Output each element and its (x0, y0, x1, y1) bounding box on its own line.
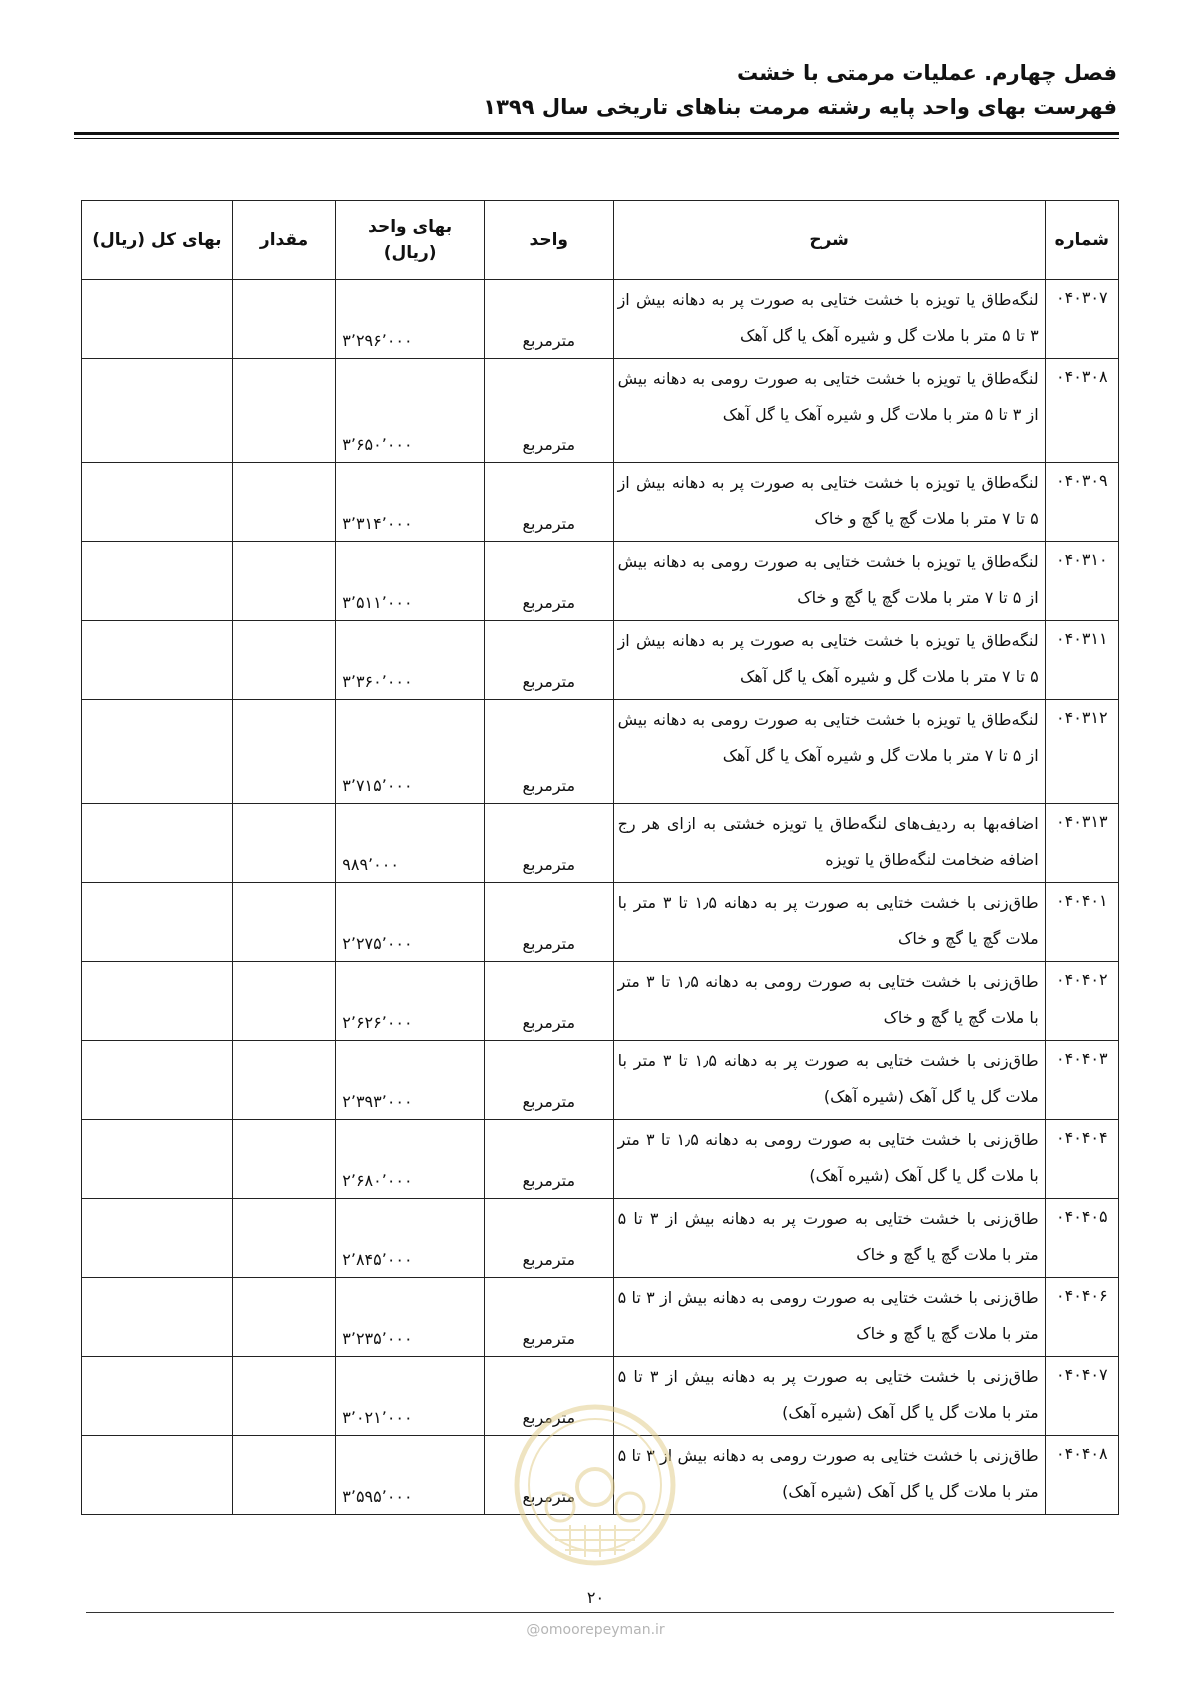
item-code: ۰۴۰۳۱۳ (1045, 804, 1118, 883)
item-total-price (82, 463, 233, 542)
item-quantity (232, 542, 335, 621)
chapter-title: فصل چهارم. عملیات مرمتی با خشت (736, 61, 1117, 85)
item-unit: مترمربع (484, 1120, 613, 1199)
table-row (82, 883, 1119, 962)
item-unit-price: ۳٬۷۱۵٬۰۰۰ (336, 700, 485, 804)
publisher-seal-watermark (510, 1395, 680, 1575)
table-row (82, 700, 1119, 804)
item-quantity (232, 804, 335, 883)
header-unit-price-currency: (ریال) (383, 243, 437, 263)
header-description: شرح (613, 201, 1045, 280)
item-unit-price: ۲٬۸۴۵٬۰۰۰ (336, 1199, 485, 1278)
item-quantity (232, 700, 335, 804)
item-description: لنگه‌طاق یا تویزه با خشت ختایی به صورت رومی به دهانه بیش از ۳ تا ۵ متر با ملات گل و شیره آهک یا گل آهک (613, 359, 1045, 463)
item-total-price (82, 1436, 233, 1515)
item-quantity (232, 1199, 335, 1278)
item-unit: مترمربع (484, 1357, 613, 1436)
item-code: ۰۴۰۴۰۴ (1045, 1120, 1118, 1199)
item-unit: مترمربع (484, 542, 613, 621)
table-row (82, 280, 1119, 359)
item-total-price (82, 1041, 233, 1120)
item-unit: مترمربع (484, 804, 613, 883)
item-code: ۰۴۰۴۰۸ (1045, 1436, 1118, 1515)
item-description: لنگه‌طاق یا تویزه با خشت ختایی به صورت رومی به دهانه بیش از ۵ تا ۷ متر با ملات گل و شیره آهک یا گل آهک (613, 700, 1045, 804)
item-total-price (82, 542, 233, 621)
table-row (82, 621, 1119, 700)
item-total-price (82, 883, 233, 962)
item-code: ۰۴۰۳۱۱ (1045, 621, 1118, 700)
item-unit-price: ۳٬۲۹۶٬۰۰۰ (336, 280, 485, 359)
item-total-price (82, 1278, 233, 1357)
document-title: فهرست بهای واحد پایه رشته مرمت بناهای تاریخی سال ۱۳۹۹ (483, 95, 1117, 119)
item-total-price (82, 359, 233, 463)
item-unit: مترمربع (484, 1199, 613, 1278)
item-unit-price: ۲٬۲۷۵٬۰۰۰ (336, 883, 485, 962)
item-unit: مترمربع (484, 962, 613, 1041)
table-row (82, 804, 1119, 883)
item-unit-price: ۳٬۵۱۱٬۰۰۰ (336, 542, 485, 621)
item-description: لنگه‌طاق یا تویزه با خشت ختایی به صورت رومی به دهانه بیش از ۵ تا ۷ متر با ملات گچ یا گچ و خاک (613, 542, 1045, 621)
item-description: طاق‌زنی با خشت ختایی به صورت رومی به دهانه ۱٫۵ تا ۳ متر با ملات گچ یا گچ و خاک (613, 962, 1045, 1041)
item-total-price (82, 621, 233, 700)
item-unit-price: ۲٬۶۲۶٬۰۰۰ (336, 962, 485, 1041)
item-description: لنگه‌طاق یا تویزه با خشت ختایی به صورت پر به دهانه بیش از ۳ تا ۵ متر با ملات گل و شیره آهک یا گل آهک (613, 280, 1045, 359)
item-unit: مترمربع (484, 280, 613, 359)
item-total-price (82, 280, 233, 359)
page-number: ۲۰ (586, 1588, 605, 1607)
item-unit: مترمربع (484, 463, 613, 542)
item-description: لنگه‌طاق یا تویزه با خشت ختایی به صورت پر به دهانه بیش از ۵ تا ۷ متر با ملات گچ یا گچ و خاک (613, 463, 1045, 542)
header-unit: واحد (484, 201, 613, 280)
item-unit-price: ۹۸۹٬۰۰۰ (336, 804, 485, 883)
item-unit-price: ۳٬۲۳۵٬۰۰۰ (336, 1278, 485, 1357)
header-divider-thick (74, 132, 1119, 135)
header-divider-thin (74, 138, 1119, 139)
footer-divider (86, 1612, 1114, 1613)
item-code: ۰۴۰۴۰۳ (1045, 1041, 1118, 1120)
item-unit-price: ۲٬۳۹۳٬۰۰۰ (336, 1041, 485, 1120)
item-total-price (82, 1357, 233, 1436)
item-quantity (232, 1436, 335, 1515)
item-description: لنگه‌طاق یا تویزه با خشت ختایی به صورت پر به دهانه بیش از ۵ تا ۷ متر با ملات گل و شیره آهک یا گل آهک (613, 621, 1045, 700)
table-row (82, 463, 1119, 542)
item-unit-price: ۳٬۵۹۵٬۰۰۰ (336, 1436, 485, 1515)
item-description: طاق‌زنی با خشت ختایی به صورت پر به دهانه بیش از ۳ تا ۵ متر با ملات گل یا گل آهک (شیره آهک) (613, 1357, 1045, 1436)
item-code: ۰۴۰۳۰۹ (1045, 463, 1118, 542)
item-code: ۰۴۰۳۱۰ (1045, 542, 1118, 621)
item-unit: مترمربع (484, 883, 613, 962)
item-code: ۰۴۰۴۰۵ (1045, 1199, 1118, 1278)
item-unit-price: ۳٬۳۱۴٬۰۰۰ (336, 463, 485, 542)
item-quantity (232, 1120, 335, 1199)
item-unit-price: ۳٬۰۲۱٬۰۰۰ (336, 1357, 485, 1436)
item-code: ۰۴۰۴۰۲ (1045, 962, 1118, 1041)
item-total-price (82, 700, 233, 804)
header-quantity: مقدار (232, 201, 335, 280)
item-description: اضافه‌بها به ردیف‌های لنگه‌طاق یا تویزه خشتی به ازای هر رج اضافه ضخامت لنگه‌طاق یا تویزه (613, 804, 1045, 883)
table-row (82, 1041, 1119, 1120)
header-unit-price (336, 201, 485, 280)
table-header-row (82, 201, 1119, 280)
website-watermark: @omoorepeyman.ir (526, 1622, 665, 1638)
table-row (82, 542, 1119, 621)
item-unit: مترمربع (484, 359, 613, 463)
item-quantity (232, 1278, 335, 1357)
table-row (82, 1199, 1119, 1278)
item-quantity (232, 1357, 335, 1436)
price-list-table (81, 200, 1119, 1515)
item-code: ۰۴۰۳۱۲ (1045, 700, 1118, 804)
item-description: طاق‌زنی با خشت ختایی به صورت پر به دهانه بیش از ۳ تا ۵ متر با ملات گچ یا گچ و خاک (613, 1199, 1045, 1278)
item-total-price (82, 804, 233, 883)
item-description: طاق‌زنی با خشت ختایی به صورت رومی به دهانه بیش از ۳ تا ۵ متر با ملات گل یا گل آهک (شیره آهک) (613, 1436, 1045, 1515)
item-description: طاق‌زنی با خشت ختایی به صورت رومی به دهانه ۱٫۵ تا ۳ متر با ملات گل یا گل آهک (شیره آهک) (613, 1120, 1045, 1199)
item-code: ۰۴۰۴۰۱ (1045, 883, 1118, 962)
table-row (82, 1278, 1119, 1357)
item-unit: مترمربع (484, 621, 613, 700)
item-total-price (82, 1199, 233, 1278)
item-unit: مترمربع (484, 1041, 613, 1120)
item-description: طاق‌زنی با خشت ختایی به صورت پر به دهانه ۱٫۵ تا ۳ متر با ملات گچ یا گچ و خاک (613, 883, 1045, 962)
header-unit-price-label: بهای واحد (368, 217, 453, 237)
table-row (82, 1120, 1119, 1199)
item-code: ۰۴۰۳۰۸ (1045, 359, 1118, 463)
item-code: ۰۴۰۴۰۶ (1045, 1278, 1118, 1357)
item-quantity (232, 962, 335, 1041)
item-code: ۰۴۰۴۰۷ (1045, 1357, 1118, 1436)
item-unit-price: ۳٬۳۶۰٬۰۰۰ (336, 621, 485, 700)
item-unit: مترمربع (484, 700, 613, 804)
item-quantity (232, 359, 335, 463)
table-row (82, 359, 1119, 463)
item-unit: مترمربع (484, 1436, 613, 1515)
item-quantity (232, 463, 335, 542)
item-quantity (232, 883, 335, 962)
table-header (82, 201, 1119, 280)
table-row (82, 962, 1119, 1041)
item-total-price (82, 1120, 233, 1199)
header-total-price: بهای کل (ریال) (82, 201, 233, 280)
item-description: طاق‌زنی با خشت ختایی به صورت پر به دهانه ۱٫۵ تا ۳ متر با ملات گل یا گل آهک (شیره آهک) (613, 1041, 1045, 1120)
item-description: طاق‌زنی با خشت ختایی به صورت رومی به دهانه بیش از ۳ تا ۵ متر با ملات گچ یا گچ و خاک (613, 1278, 1045, 1357)
item-unit-price: ۳٬۶۵۰٬۰۰۰ (336, 359, 485, 463)
item-unit-price: ۲٬۶۸۰٬۰۰۰ (336, 1120, 485, 1199)
item-unit: مترمربع (484, 1278, 613, 1357)
page-header (72, 56, 1117, 124)
item-code: ۰۴۰۳۰۷ (1045, 280, 1118, 359)
table-body (82, 280, 1119, 1515)
item-total-price (82, 962, 233, 1041)
item-quantity (232, 621, 335, 700)
item-quantity (232, 1041, 335, 1120)
item-quantity (232, 280, 335, 359)
header-code: شماره (1045, 201, 1118, 280)
